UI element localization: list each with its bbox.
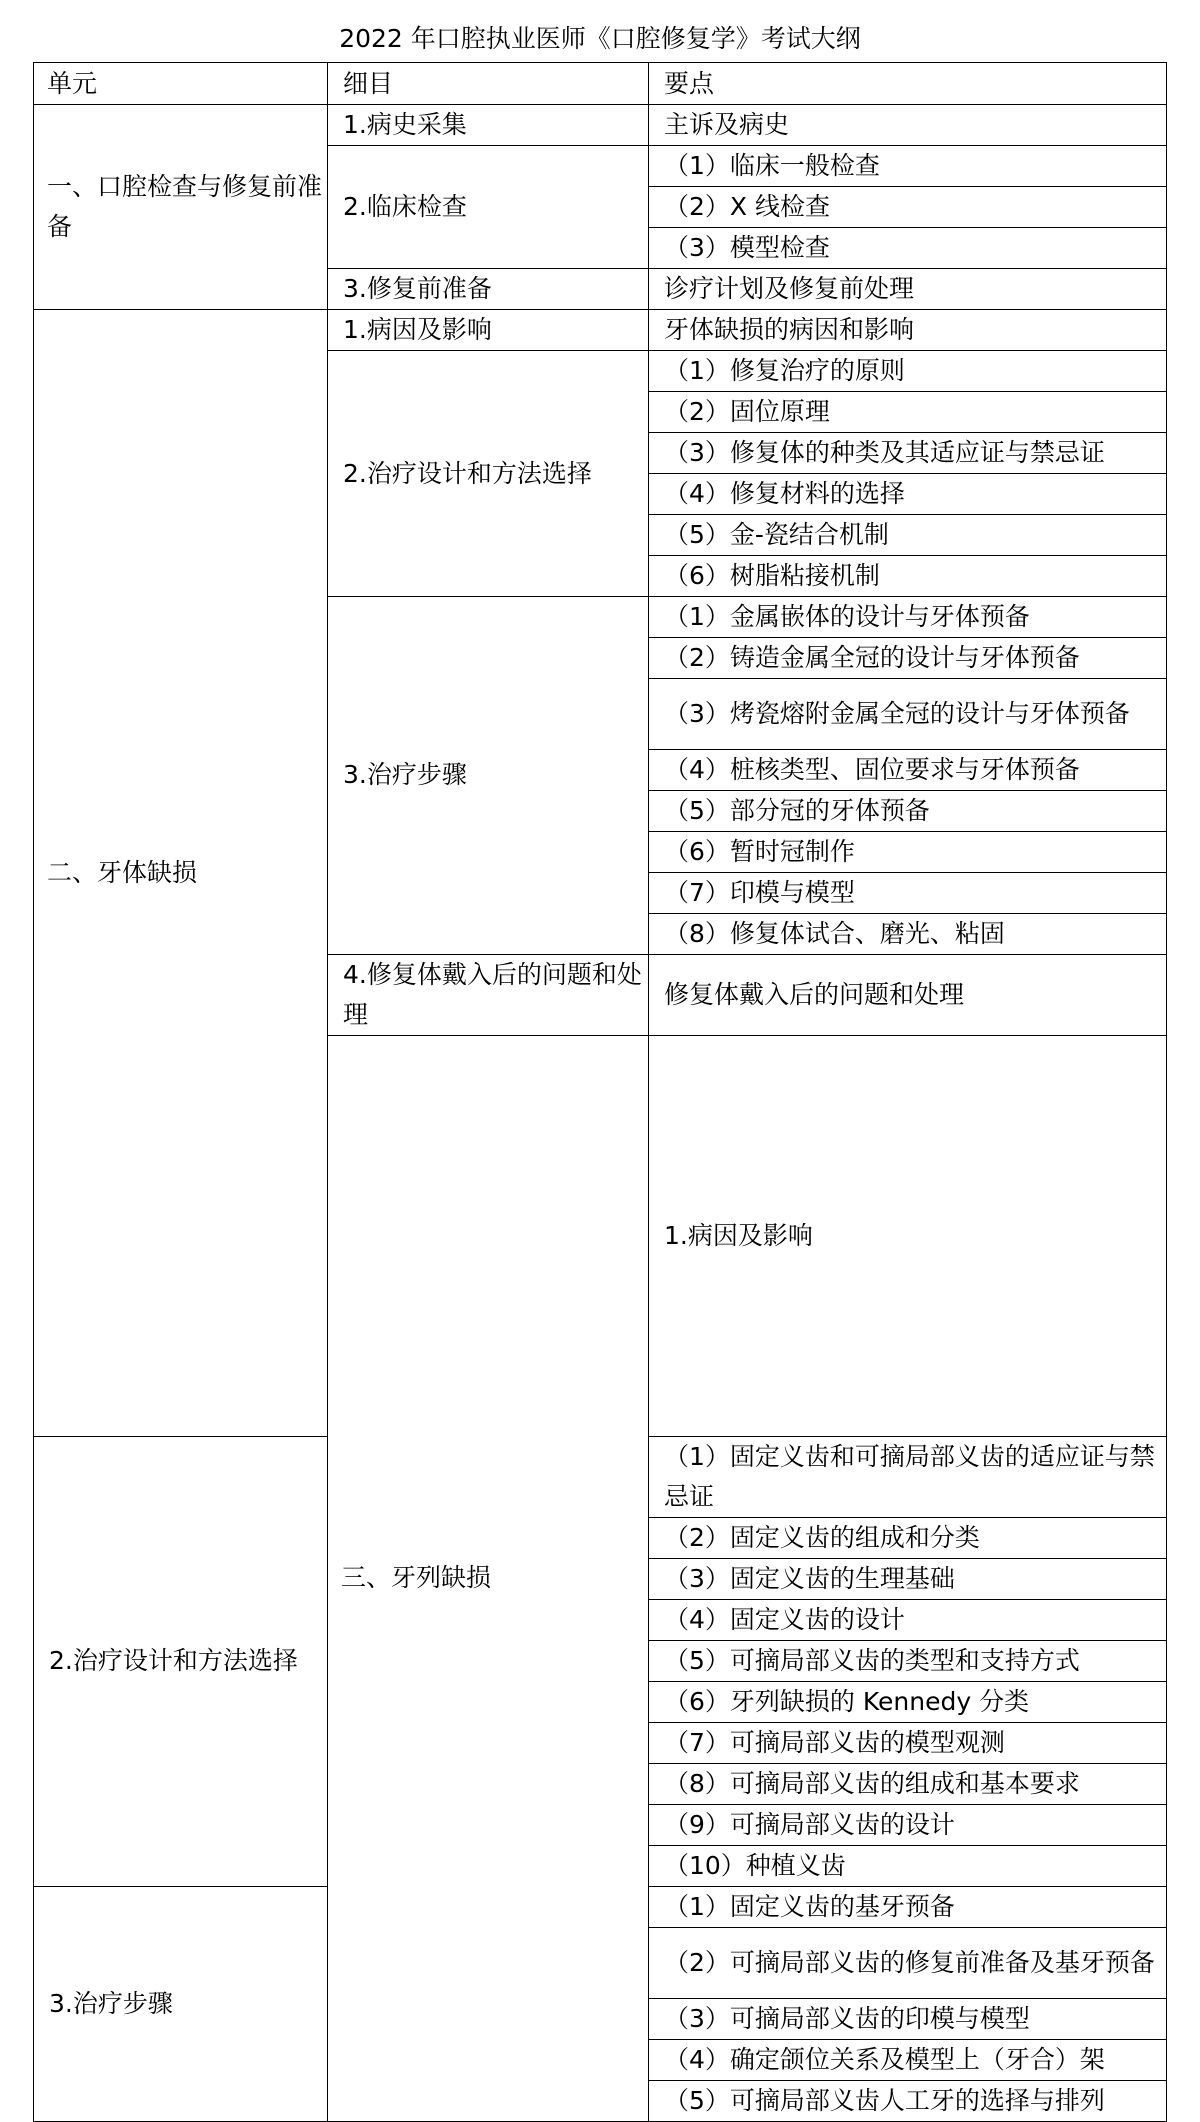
point-cell: （6）暂时冠制作 — [649, 831, 1167, 872]
item-cell: 1.病因及影响 — [649, 1035, 1167, 1436]
point-cell: （2）X 线检查 — [649, 187, 1167, 228]
point-cell: （4）修复材料的选择 — [649, 474, 1167, 515]
point-cell: （1）修复治疗的原则 — [649, 351, 1167, 392]
point-cell: （1）固定义齿和可摘局部义齿的适应证与禁忌证 — [649, 1436, 1167, 1517]
point-cell: （4）固定义齿的设计 — [649, 1599, 1167, 1640]
item-cell: 1.病因及影响 — [328, 310, 649, 351]
point-cell: （3）固定义齿的生理基础 — [649, 1558, 1167, 1599]
header-item: 细目 — [328, 63, 649, 105]
point-cell: （2）可摘局部义齿的修复前准备及基牙预备 — [649, 1927, 1167, 1998]
unit-cell: 三、牙列缺损 — [328, 1035, 649, 2121]
point-cell: （6）树脂粘接机制 — [649, 556, 1167, 597]
header-unit: 单元 — [34, 63, 328, 105]
item-cell: 1.病史采集 — [328, 105, 649, 146]
point-cell: （3）修复体的种类及其适应证与禁忌证 — [649, 433, 1167, 474]
point-cell: （9）可摘局部义齿的设计 — [649, 1804, 1167, 1845]
point-cell: （3）烤瓷熔附金属全冠的设计与牙体预备 — [649, 679, 1167, 750]
point-cell: 牙体缺损的病因和影响 — [649, 310, 1167, 351]
unit-cell: 一、口腔检查与修复前准备 — [34, 105, 328, 310]
item-cell: 2.治疗设计和方法选择 — [328, 351, 649, 597]
point-cell: （8）可摘局部义齿的组成和基本要求 — [649, 1763, 1167, 1804]
point-cell: （3）可摘局部义齿的印模与模型 — [649, 1998, 1167, 2039]
point-cell: （10）种植义齿 — [649, 1845, 1167, 1886]
header-point: 要点 — [649, 63, 1167, 105]
point-cell: 主诉及病史 — [649, 105, 1167, 146]
point-cell: （2）固位原理 — [649, 392, 1167, 433]
table-header-row — [34, 63, 1167, 105]
point-cell: （3）模型检查 — [649, 228, 1167, 269]
item-cell: 3.治疗步骤 — [328, 597, 649, 955]
point-cell: （5）可摘局部义齿人工牙的选择与排列 — [649, 2080, 1167, 2121]
table-row — [34, 310, 1167, 351]
document-title: 2022 年口腔执业医师《口腔修复学》考试大纲 — [339, 24, 861, 53]
point-cell: 修复体戴入后的问题和处理 — [649, 954, 1167, 1035]
syllabus-table-body — [34, 63, 1167, 2122]
point-cell: （8）修复体试合、磨光、粘固 — [649, 913, 1167, 954]
point-cell: （2）固定义齿的组成和分类 — [649, 1517, 1167, 1558]
point-cell: （5）金-瓷结合机制 — [649, 515, 1167, 556]
point-cell: （5）可摘局部义齿的类型和支持方式 — [649, 1640, 1167, 1681]
item-cell: 2.治疗设计和方法选择 — [34, 1436, 328, 1886]
point-cell: （7）可摘局部义齿的模型观测 — [649, 1722, 1167, 1763]
item-cell: 4.修复体戴入后的问题和处理 — [328, 954, 649, 1035]
point-cell: （6）牙列缺损的 Kennedy 分类 — [649, 1681, 1167, 1722]
point-cell: （4）桩核类型、固位要求与牙体预备 — [649, 749, 1167, 790]
item-cell: 3.治疗步骤 — [34, 1886, 328, 2121]
point-cell: （7）印模与模型 — [649, 872, 1167, 913]
point-cell: （5）部分冠的牙体预备 — [649, 790, 1167, 831]
item-cell: 2.临床检查 — [328, 146, 649, 269]
point-cell: （1）金属嵌体的设计与牙体预备 — [649, 597, 1167, 638]
item-cell: 3.修复前准备 — [328, 269, 649, 310]
unit-cell: 二、牙体缺损 — [34, 310, 328, 1437]
syllabus-table — [33, 62, 1167, 2122]
table-row — [34, 105, 1167, 146]
point-cell: （4）确定颌位关系及模型上（牙合）架 — [649, 2039, 1167, 2080]
point-cell: 诊疗计划及修复前处理 — [649, 269, 1167, 310]
point-cell: （1）临床一般检查 — [649, 146, 1167, 187]
point-cell: （1）固定义齿的基牙预备 — [649, 1886, 1167, 1927]
point-cell: （2）铸造金属全冠的设计与牙体预备 — [649, 638, 1167, 679]
